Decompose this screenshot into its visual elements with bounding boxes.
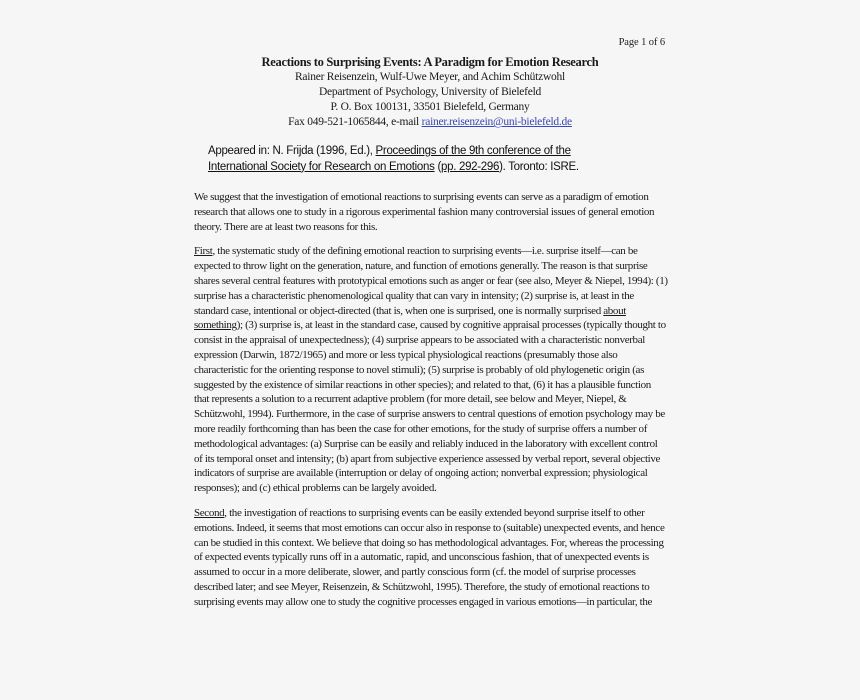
paragraph-first-text-b: ); (3) surprise is, at least in the standard case, caused by cognitive appraisal processes (typically thought to consist in the appraisal of unexpectedness); (4) surprise appears to be associated with a characteristic nonverbal expression (Darwin, 1872/1965) and more or less typical physiological reactions (presumably those also characteristic for the orienting response to novel stimuli); (5) surprise is probably of old phylogenetic origin (as suggested by the existence of similar reactions in other species); and related to that, (6) it has a plausible function that represents a solution to a recurrent adaptive problem (for more detail, see below and Meyer, Niepel, & Schützwohl, 1994). Furthermore, in the case of surprise answers to central questions of emotion psychology may be more readily forthcoming than has been the case for other emotions, for the study of surprise offers a number of methodological advantages: (a) Surprise can be easily and reliably induced in the laboratory with excellent control of its temporal onset and intensity; (b) apart from subjective experience assessed by verbal report, several objective indicators of surprise are available (interruption or delay of ongoing action; nonverbal expression; physiological responses); and (c) ethical problems can be largely avoided. (194, 319, 666, 495)
first-label: First (194, 245, 213, 258)
authors-line: Rainer Reisenzein, Wulf-Uwe Meyer, and Achim Schützwohl (295, 71, 565, 83)
something-word: something (194, 319, 237, 332)
address-line: P. O. Box 100131, 33501 Bielefeld, Germany (330, 101, 530, 113)
paper-title: Reactions to Surprising Events: A Paradigm for Emotion Research (261, 55, 599, 69)
citation-proceedings-title: Proceedings of the 9th conference of the International Society for Research on Emotions (208, 145, 571, 173)
citation-pages: pp. 292-296 (441, 160, 500, 173)
article-body (194, 190, 668, 620)
affiliation-line: Department of Psychology, University of Bielefeld (318, 86, 542, 98)
paragraph-first (194, 244, 668, 496)
about-word: about (603, 304, 626, 317)
citation-paren-open: ( (434, 160, 441, 173)
citation-suffix: ). Toronto: ISRE. (499, 160, 579, 173)
fax-email-line (0, 115, 860, 130)
paragraph-second-text: , the investigation of reactions to surprising events can be easily extended beyond surprise itself to other emotions. Indeed, it seems that most emotions can occur also in response to (suitable) unexpected events, and hence can be studied in this context. We believe that doing so has methodological advantages. For, whereas the processing of expected events typically runs off in a automatic, rapid, and unconscious fashion, that of unexpected events is assumed to occur in a more deliberate, slower, and partly conscious form (cf. the model of surprise processes described later; and see Meyer, Reisenzein, & Schützwohl, 1995). Therefore, the study of emotional reactions to surprising events may allow one to study the cognitive processes engaged in various emotions—in particular, the (194, 506, 665, 608)
email-link[interactable]: rainer.reisenzein@uni-bielefeld.de (421, 116, 572, 128)
fax-label: Fax 049-521-1065844, e-mail (288, 116, 422, 128)
paper-header (0, 55, 860, 130)
abstract-paragraph: We suggest that the investigation of emotional reactions to surprising events can serve as a paradigm of emotion research that allows one to study in a rigorous experimental fashion many controversial issues of general emotion theory. There are at least two reasons for this. (194, 191, 655, 233)
page-number: Page 1 of 6 (618, 37, 665, 48)
second-label: Second (194, 506, 225, 519)
paragraph-first-text-a: , the systematic study of the defining emotional reaction to surprising events—i.e. surprise itself—can be expected to throw light on the generation, nature, and function of emotions generally. The reason is that surprise shares several central features with prototypical emotions such as anger or fear (see also, Meyer & Niepel, 1994): (1) surprise has a characteristic phenomenological quality that can vary in intensity; (2) surprise is, at least in the standard case, intentional or object-directed (that is, when one is surprised, one is normally surprised (194, 245, 668, 317)
citation-prefix: Appeared in: N. Frijda (1996, Ed.), (208, 145, 376, 157)
paragraph-second (194, 506, 668, 610)
citation-block (208, 144, 608, 175)
